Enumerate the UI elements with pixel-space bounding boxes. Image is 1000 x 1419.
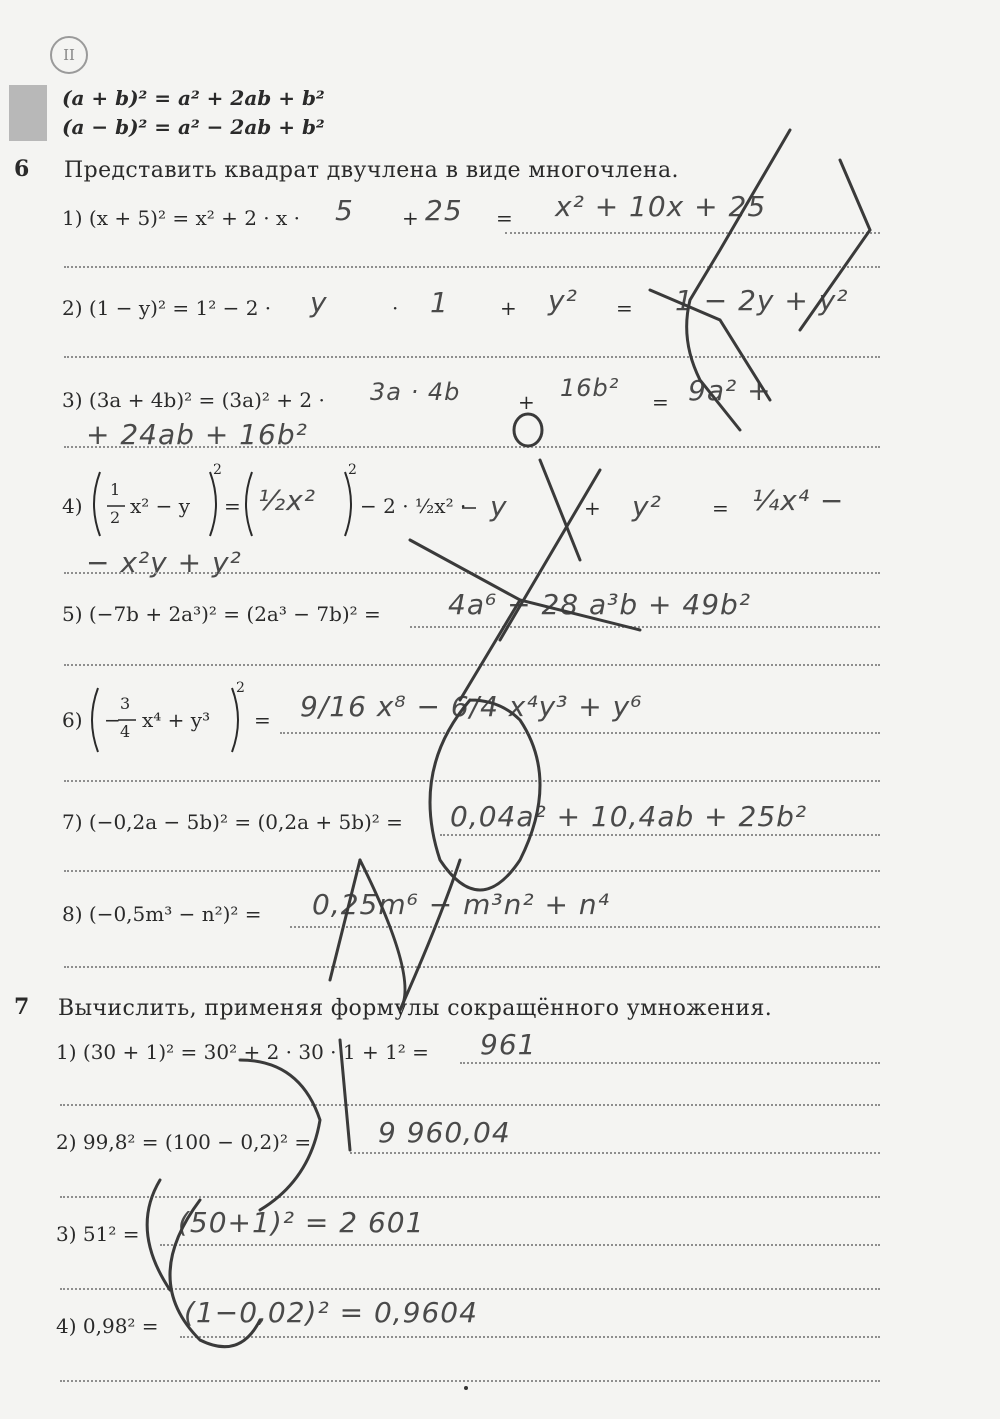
writing-line xyxy=(60,1288,880,1290)
task-7-number: 7 xyxy=(14,994,30,1020)
answer-6-3-b: 16b² xyxy=(560,374,620,402)
writing-line xyxy=(440,834,880,836)
task-6-title: Представить квадрат двучлена в виде многочлена. xyxy=(64,158,679,183)
writing-line xyxy=(350,1152,880,1154)
answer-7-4-result: (1−0,02)² = 0,9604 xyxy=(184,1296,478,1329)
task-7-item-1: 1) (30 + 1)² = 30² + 2 · 30 · 1 + 1² = xyxy=(56,1040,429,1064)
task-6-item-8: 8) (−0,5m³ − n²)² = xyxy=(62,902,262,926)
task-7-title: Вычислить, применяя формулы сокращённого умножения. xyxy=(58,996,773,1021)
answer-6-1-a: 5 xyxy=(335,194,354,227)
writing-line xyxy=(64,664,880,666)
power: 2 xyxy=(348,462,357,478)
formula-square-sum: (a + b)² = a² + 2ab + b² xyxy=(62,86,325,110)
task-7-item-2: 2) 99,8² = (100 − 0,2)² = xyxy=(56,1130,312,1154)
task-6-item-1: 1) (x + 5)² = x² + 2 · x · xyxy=(62,206,301,230)
equals-sign: = xyxy=(712,496,729,520)
power: 2 xyxy=(213,462,222,478)
task-6-item-2: 2) (1 − y)² = 1² − 2 · xyxy=(62,296,272,320)
frac-num: 1 xyxy=(110,480,121,499)
answer-6-4-c: y² xyxy=(632,490,662,523)
answer-7-3-result: (50+1)² = 2 601 xyxy=(178,1206,425,1239)
writing-line xyxy=(410,626,880,628)
minus-sign: − xyxy=(104,708,121,732)
writing-line xyxy=(60,1196,880,1198)
equals-sign: = xyxy=(224,494,241,518)
answer-6-2-c: y² xyxy=(548,284,578,317)
equals-sign: = xyxy=(496,206,513,230)
writing-line xyxy=(64,446,880,448)
writing-line xyxy=(64,572,880,574)
frac-rest: x⁴ + y³ xyxy=(142,708,211,732)
writing-line xyxy=(60,1104,880,1106)
writing-line xyxy=(64,870,880,872)
answer-6-1-result: x² + 10x + 25 xyxy=(555,190,767,223)
writing-line xyxy=(505,232,880,234)
task-7-item-3: 3) 51² = xyxy=(56,1222,140,1246)
answer-6-4-b: y xyxy=(490,490,508,523)
frac-den: 2 xyxy=(110,508,121,527)
writing-line xyxy=(64,266,880,268)
answer-6-2-b: 1 xyxy=(430,286,449,319)
equals-sign: = xyxy=(616,296,633,320)
plus-sign: + xyxy=(500,296,517,320)
writing-line xyxy=(280,732,880,734)
answer-7-2-result: 9 960,04 xyxy=(378,1116,511,1149)
writing-line xyxy=(180,1336,880,1338)
plus-sign: + xyxy=(402,206,419,230)
answer-6-3-a: 3a · 4b xyxy=(370,378,461,406)
task-6-item-3: 3) (3a + 4b)² = (3a)² + 2 · xyxy=(62,388,325,412)
plus-sign: + xyxy=(518,390,535,414)
task-6-item-7: 7) (−0,2a − 5b)² = (0,2a + 5b)² = xyxy=(62,810,403,834)
formula-marker-bar xyxy=(9,85,47,141)
answer-6-4-a: ½x² xyxy=(258,484,316,517)
answer-6-8-result: 0,25m⁶ − m³n² + n⁴ xyxy=(312,888,610,921)
task-6-number: 6 xyxy=(14,156,30,182)
power: 2 xyxy=(236,680,245,696)
writing-line xyxy=(64,780,880,782)
writing-line xyxy=(460,1062,880,1064)
frac-den: 4 xyxy=(120,722,131,741)
writing-line xyxy=(290,926,880,928)
formula-square-diff: (a − b)² = a² − 2ab + b² xyxy=(62,115,325,139)
plus-sign: + xyxy=(584,496,601,520)
answer-6-7-result: 0,04a² + 10,4ab + 25b² xyxy=(450,800,808,833)
frac-rest: x² − y xyxy=(130,494,191,518)
task-6-item-4-label: 4) xyxy=(62,494,83,518)
section-badge: II xyxy=(50,36,88,74)
answer-7-1-result: 961 xyxy=(480,1028,537,1061)
dot-sign: · xyxy=(392,296,399,320)
answer-6-1-b: 25 xyxy=(425,194,463,227)
answer-6-3-result: 9a² + xyxy=(688,374,772,407)
answer-6-3-continued: + 24ab + 16b² xyxy=(86,418,308,451)
answer-6-4-continued: − x²y + y² xyxy=(86,546,242,579)
writing-line xyxy=(64,356,880,358)
answer-6-4-result: ¼x⁴ − xyxy=(752,484,845,517)
frac-num: 3 xyxy=(120,694,131,713)
answer-6-2-result: 1 − 2y + y² xyxy=(675,284,849,317)
equals-sign: = xyxy=(652,390,669,414)
writing-line xyxy=(160,1244,880,1246)
answer-6-2-a: y xyxy=(310,286,328,319)
equals-sign: = xyxy=(254,708,271,732)
page-dot xyxy=(464,1386,468,1390)
task-6-item-4-middle: − 2 · ½x² · xyxy=(360,494,467,518)
task-6-item-5: 5) (−7b + 2a³)² = (2a³ − 7b)² = xyxy=(62,602,381,626)
task-6-item-6-label: 6) xyxy=(62,708,83,732)
writing-line xyxy=(64,966,880,968)
answer-6-5-result: 4a⁶ − 28 a³b + 49b² xyxy=(448,588,752,621)
writing-line xyxy=(60,1380,880,1382)
task-7-item-4: 4) 0,98² = xyxy=(56,1314,159,1338)
answer-6-6-result: 9/16 x⁸ − 6/4 x⁴y³ + y⁶ xyxy=(300,690,643,723)
